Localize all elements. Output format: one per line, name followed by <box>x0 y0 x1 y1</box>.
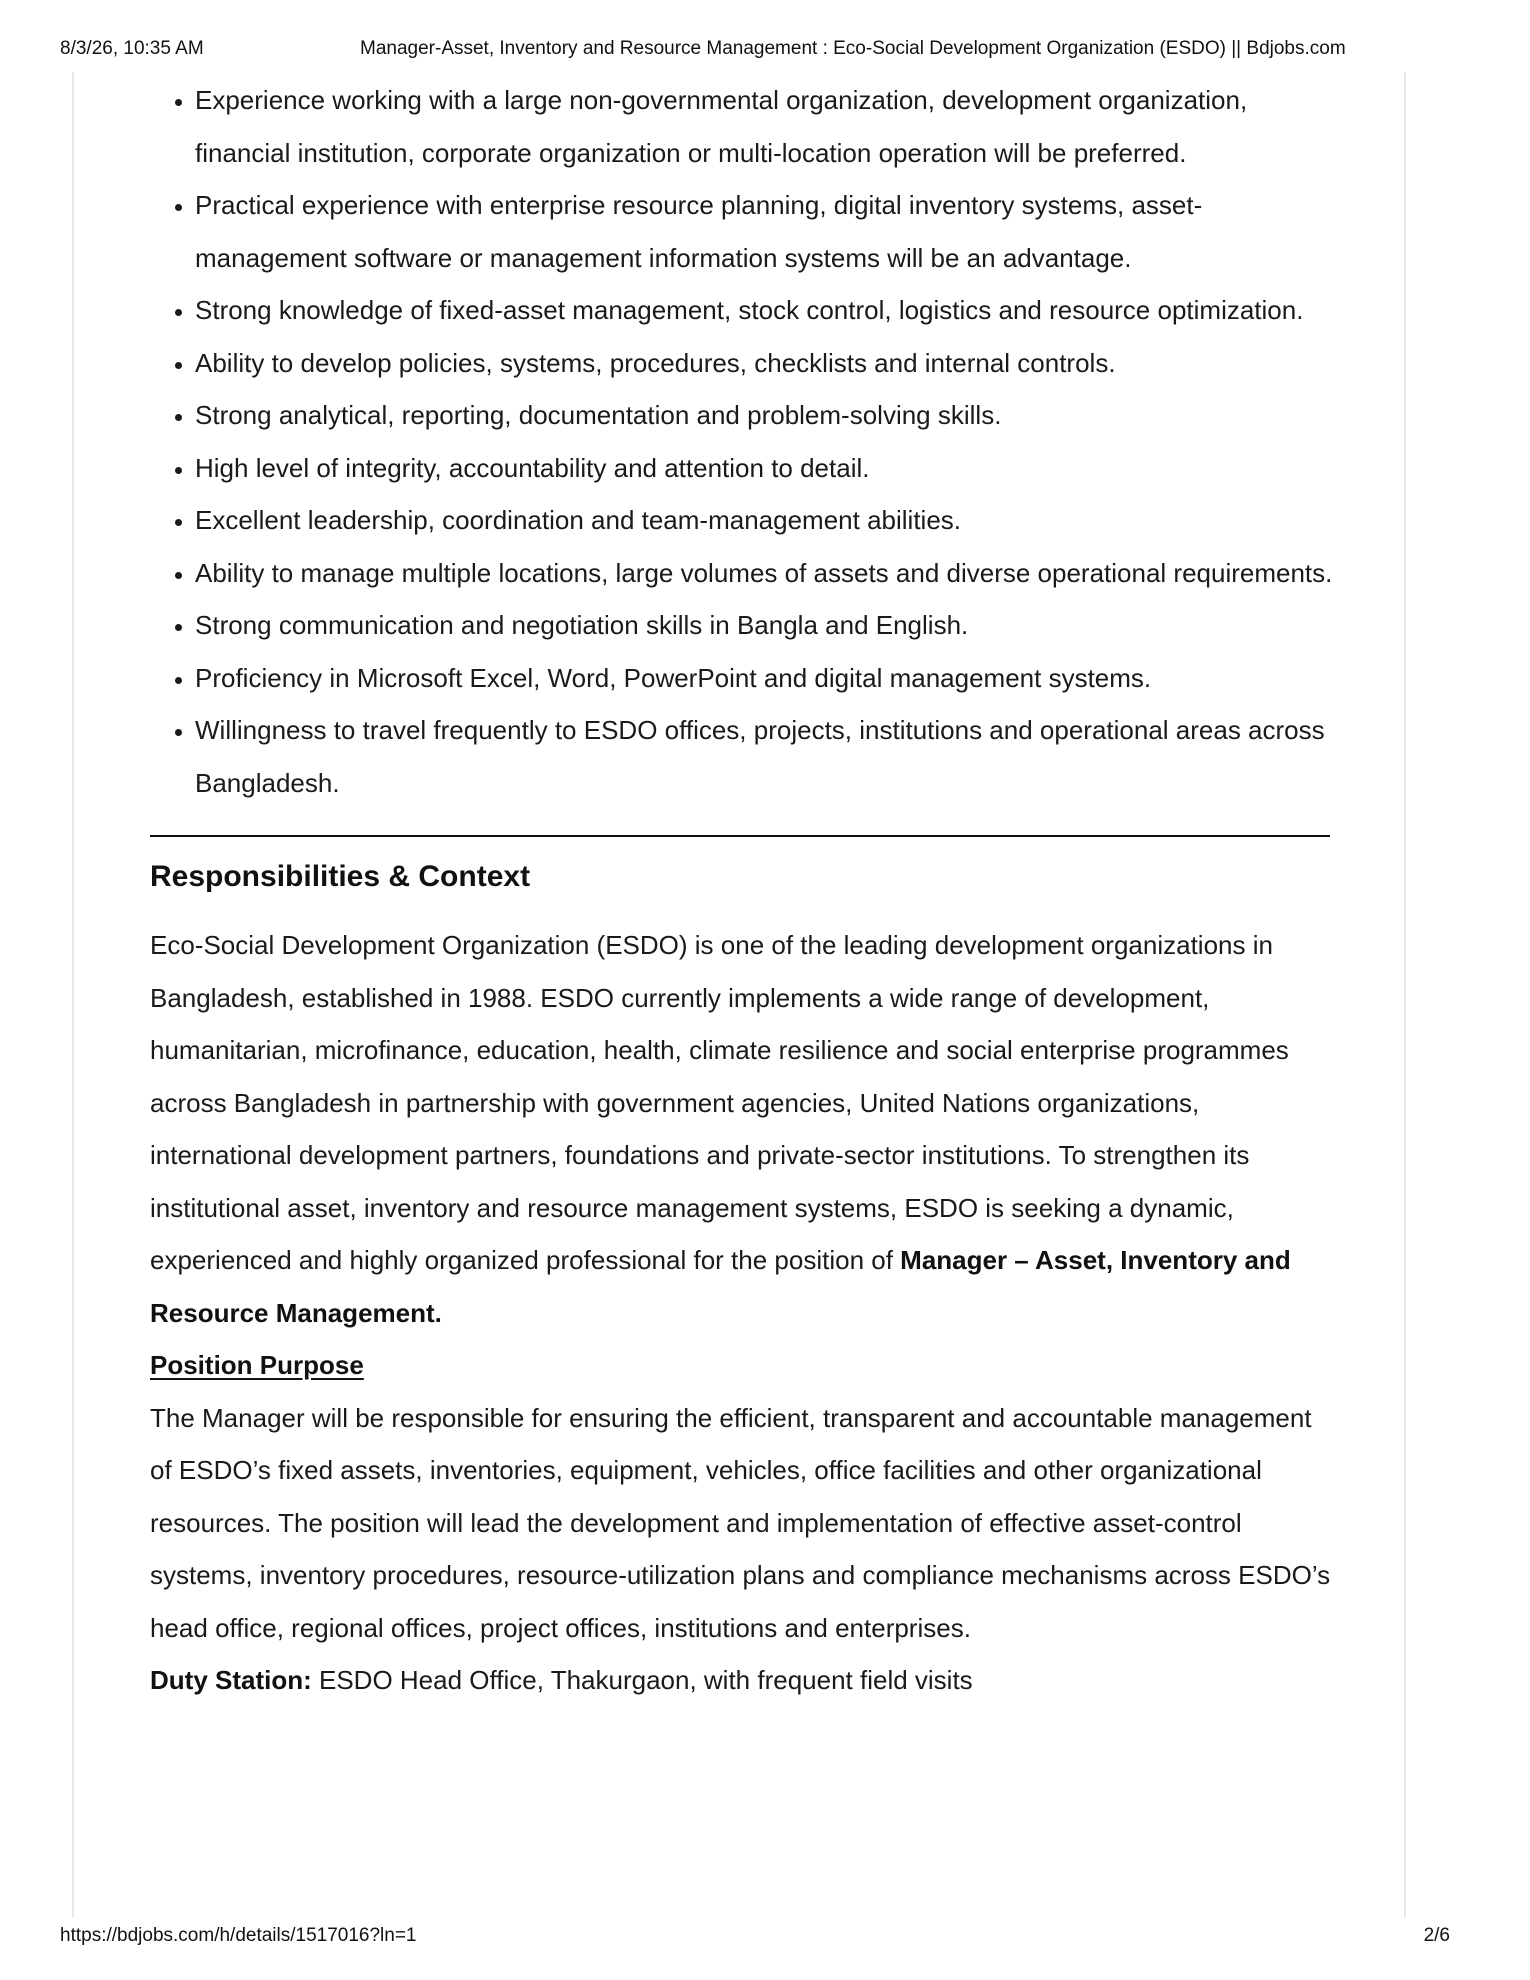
page-frame-right-border <box>1404 72 1406 1917</box>
duty-station-label: Duty Station: <box>150 1665 312 1695</box>
print-page-title: Manager-Asset, Inventory and Resource Management : Eco-Social Development Organization (ESDO) || Bdjobs.com <box>360 38 1346 59</box>
requirement-item: • Ability to develop policies, systems, procedures, checklists and internal controls. <box>195 337 1340 390</box>
responsibilities-heading: Responsibilities & Context <box>150 860 531 893</box>
requirement-item: • Willingness to travel frequently to ESDO offices, projects, institutions and operational areas across Bangladesh. <box>195 704 1340 809</box>
page-number: 2/6 <box>1423 1925 1450 1946</box>
print-header <box>60 38 1470 62</box>
position-purpose-heading: Position Purpose <box>150 1350 364 1380</box>
requirement-item: • Strong knowledge of fixed-asset management, stock control, logistics and resource optimization. <box>195 284 1340 337</box>
position-purpose-paragraph: The Manager will be responsible for ensuring the efficient, transparent and accountable management of ESDO’s fixed assets, inventories, equipment, vehicles, office facilities and other organizational resources. The position will lead the development and implementation of effective asset-control systems, inventory procedures, resource-utilization plans and compliance mechanisms across ESDO’s head office, regional offices, project offices, institutions and enterprises. <box>150 1402 1331 1643</box>
position-title: Manager – Asset, Inventory and Resource Management. <box>150 1245 1291 1328</box>
print-url: https://bdjobs.com/h/details/1517016?ln=1 <box>60 1925 417 1946</box>
duty-station-value: ESDO Head Office, Thakurgaon, with frequent field visits <box>311 1665 973 1695</box>
requirement-item: • Excellent leadership, coordination and team-management abilities. <box>195 494 1340 547</box>
job-details-content <box>150 74 1340 1707</box>
section-divider <box>150 835 1330 837</box>
requirement-item: • Ability to manage multiple locations, large volumes of assets and diverse operational requirements. <box>195 547 1340 600</box>
print-footer <box>60 1925 1470 1949</box>
organization-intro-paragraph <box>150 919 1340 1339</box>
requirements-list <box>150 74 1340 809</box>
requirement-item: • Proficiency in Microsoft Excel, Word, PowerPoint and digital management systems. <box>195 652 1340 705</box>
requirement-item: • High level of integrity, accountability and attention to detail. <box>195 442 1340 495</box>
requirement-item: • Strong analytical, reporting, documentation and problem-solving skills. <box>195 389 1340 442</box>
requirement-item: • Practical experience with enterprise resource planning, digital inventory systems, asset-management software or management information systems will be an advantage. <box>195 179 1340 284</box>
print-datetime: 8/3/26, 10:35 AM <box>60 38 204 59</box>
requirement-item: • Experience working with a large non-governmental organization, development organization, financial institution, corporate organization or multi-location operation will be preferred. <box>195 74 1340 179</box>
intro-text: Eco-Social Development Organization (ESDO) is one of the leading development organizations in Bangladesh, established in 1988. ESDO currently implements a wide range of development, humanitarian, microfinance, education, health, climate resilience and social enterprise programmes across Bangladesh in partnership with government agencies, United Nations organizations, international development partners, foundations and private-sector institutions. To strengthen its institutional asset, inventory and resource management systems, ESDO is seeking a dynamic, experienced and highly organized professional for the position of <box>150 930 1289 1275</box>
requirement-item: • Strong communication and negotiation skills in Bangla and English. <box>195 599 1340 652</box>
page-frame-left-border <box>72 72 74 1917</box>
duty-station <box>150 1654 1340 1707</box>
